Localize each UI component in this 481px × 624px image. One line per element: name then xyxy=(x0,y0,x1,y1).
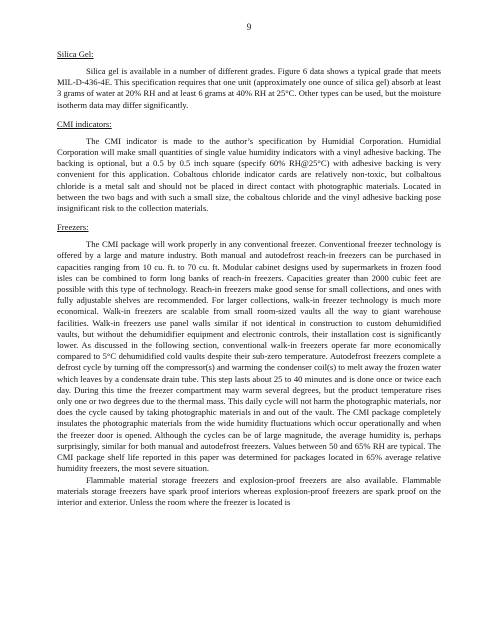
section-freezers xyxy=(57,222,441,508)
paragraph-silica-gel: Silica gel is available in a number of different grades. Figure 6 data shows a typical grade that meets MIL-D-436-4E. This specification requires that one unit (approximately one ounce of silica gel) absorb at least 3 grams of water at 20% RH and at least 6 grams at 40% RH at 25°C. Other types can be used, but the moisture isotherm data may differ significantly. xyxy=(57,66,441,110)
paragraph-freezers: The CMI package will work properly in any conventional freezer. Conventional freezer technology is offered by a large and mature industry. Both manual and autodefrost reach-in freezers can be purchased in capacities ranging from 10 cu. ft. to 70 cu. ft. Modular cabinet designs used by supermarkets in frozen food isles can be combined to form long banks of reach-in freezers. Capacities greater than 2000 cubic feet are possible with this type of technology. Reach-in freezers make good sense for small collections, and ones with fully adjustable shelves are recommended. For larger collections, walk-in freezer technology is much more economical. Walk-in freezers are scalable from small room-sized vaults all the way to giant warehouse facilities. Walk-in freezers use panel walls similar if not identical in construction to custom dehumidified vaults, but without the dehumidifier equipment and electronic controls, their installation cost is significantly lower. As discussed in the following section, conventional walk-in freezers operate far more economically compared to 5°C dehumidified cold vaults despite their sub-zero temperature. Autodefrost freezers complete a defrost cycle by turning off the compressor(s) and warming the condenser coil(s) to melt away the frozen water which leaves by a condensate drain tube. This step lasts about 25 to 40 minutes and is done once or twice each day. During this time the freezer compartment may warm several degrees, but the product temperature rises only one or two degrees due to the thermal mass. This daily cycle will not harm the photographic materials, nor does the cycle caused by taking photographic materials in and out of the vault. The CMI package completely insulates the photographic materials from the wide humidity fluctuations which occur operationally and when the freezer door is opened. Although the cycles can be of large magnitude, the average humidity is, perhaps surprisingly, similar for both manual and autodefrost freezers. Values between 50 and 65% RH are typical. The CMI package shelf life reported in this paper was determined for packages located in 65% average relative humidity freezers, the most severe situation. xyxy=(57,239,441,474)
paragraph-cmi-indicators: The CMI indicator is made to the author’s specification by Humidial Corporation. Humidial Corporation will make small quantities of single value humidity indicators with a vinyl adhesive backing. The backing is optional, but a 0.5 by 0.5 inch square (specify 60% RH@25°C) with adhesive backing is very convenient for this application. Cobaltous chloride indicator cards are relatively non-toxic, but colbaltous chloride is a metal salt and should not be placed in direct contact with photographic materials. Located in between the two bags and with such a small size, the cobaltous chloride and the vinyl adhesive backing pose insignificant risk to the collection materials. xyxy=(57,135,441,214)
section-heading-cmi-indicators: CMI indicators: xyxy=(57,118,112,129)
paragraph-flammable-freezers: Flammable material storage freezers and explosion-proof freezers are also available. Flammable materials storage freezers have spark proof interiors whereas explosion-proof freezers are spark proof on the interior and exterior. Unless the room where the freezer is located is xyxy=(57,474,441,507)
page-number: 9 xyxy=(246,22,252,32)
section-heading-silica-gel: Silica Gel: xyxy=(57,49,94,59)
section-silica-gel xyxy=(57,49,441,111)
section-cmi-indicators xyxy=(57,119,441,214)
section-heading-freezers: Freezers: xyxy=(57,222,89,233)
